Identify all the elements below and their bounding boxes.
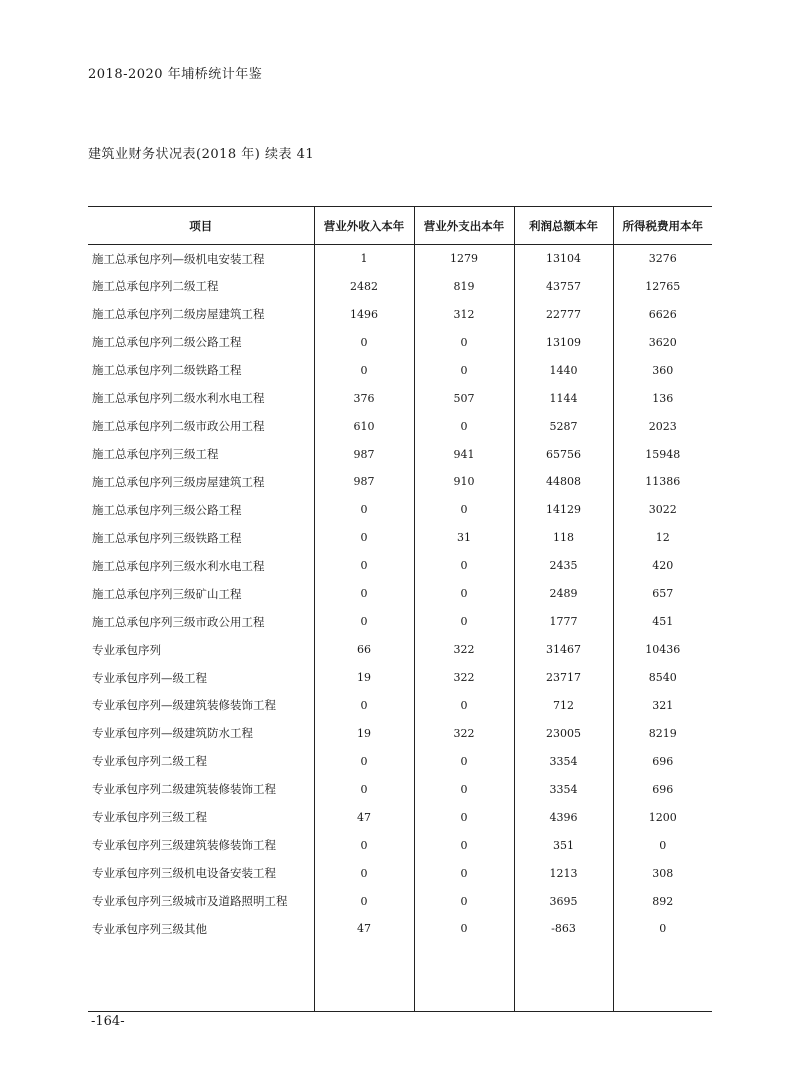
column-header-total-profit: 利润总额本年	[514, 207, 613, 245]
total-profit-cell: 65756	[514, 440, 613, 468]
table-row	[88, 692, 712, 720]
nonoperating-expense-cell: 0	[414, 747, 514, 775]
total-profit-cell: 351	[514, 831, 613, 859]
income-tax-cell: 12	[613, 524, 712, 552]
nonoperating-expense-cell: 0	[414, 552, 514, 580]
nonoperating-expense-cell: 0	[414, 580, 514, 608]
column-header-item: 项目	[88, 207, 314, 245]
row-item-label: 专业承包序列	[92, 642, 161, 657]
empty-cell	[613, 943, 712, 1012]
total-profit-cell: 31467	[514, 636, 613, 664]
nonoperating-expense-cell: 0	[414, 608, 514, 636]
row-item-label: 专业承包序列—级建筑防水工程	[92, 726, 253, 741]
nonoperating-income-cell: 987	[314, 440, 414, 468]
nonoperating-expense-cell: 0	[414, 356, 514, 384]
row-item-label: 施工总承包序列三级矿山工程	[92, 586, 242, 601]
page-number: -164-	[91, 1014, 125, 1029]
nonoperating-income-cell: 47	[314, 803, 414, 831]
total-profit-cell: 1777	[514, 608, 613, 636]
nonoperating-income-cell: 376	[314, 384, 414, 412]
nonoperating-expense-cell: 507	[414, 384, 514, 412]
table-row	[88, 245, 712, 273]
table-row	[88, 775, 712, 803]
income-tax-cell: 6626	[613, 300, 712, 328]
row-item-label: 专业承包序列三级建筑装修装饰工程	[92, 838, 276, 853]
income-tax-cell: 3022	[613, 496, 712, 524]
row-item-label: 专业承包序列二级建筑装修装饰工程	[92, 782, 276, 797]
nonoperating-expense-cell: 910	[414, 468, 514, 496]
total-profit-cell: 3354	[514, 747, 613, 775]
nonoperating-income-cell: 0	[314, 580, 414, 608]
row-item-label: 专业承包序列二级工程	[92, 754, 207, 769]
table-row	[88, 580, 712, 608]
row-item-label: 施工总承包序列三级公路工程	[92, 502, 242, 517]
income-tax-cell: 1200	[613, 803, 712, 831]
column-header-nonoperating-expense: 营业外支出本年	[414, 207, 514, 245]
total-profit-cell: 1144	[514, 384, 613, 412]
table-filler-row	[88, 943, 712, 1012]
nonoperating-income-cell: 0	[314, 496, 414, 524]
income-tax-cell: 8219	[613, 719, 712, 747]
total-profit-cell: 5287	[514, 412, 613, 440]
nonoperating-income-cell: 0	[314, 552, 414, 580]
table-body	[88, 245, 712, 1012]
row-item-label: 施工总承包序列二级房屋建筑工程	[92, 307, 265, 322]
empty-cell	[314, 943, 414, 1012]
total-profit-cell: 1440	[514, 356, 613, 384]
row-item-label: 施工总承包序列二级公路工程	[92, 335, 242, 350]
nonoperating-expense-cell: 0	[414, 496, 514, 524]
row-item-label: 施工总承包序列—级机电安装工程	[92, 251, 265, 266]
nonoperating-income-cell: 0	[314, 775, 414, 803]
income-tax-cell: 420	[613, 552, 712, 580]
total-profit-cell: -863	[514, 915, 613, 943]
nonoperating-expense-cell: 322	[414, 636, 514, 664]
table-row	[88, 300, 712, 328]
total-profit-cell: 118	[514, 524, 613, 552]
row-item-label: 专业承包序列—级建筑装修装饰工程	[92, 698, 276, 713]
income-tax-cell: 696	[613, 775, 712, 803]
nonoperating-expense-cell: 0	[414, 831, 514, 859]
income-tax-cell: 321	[613, 692, 712, 720]
table-row	[88, 272, 712, 300]
row-item-label: 施工总承包序列二级工程	[92, 279, 219, 294]
income-tax-cell: 308	[613, 859, 712, 887]
nonoperating-income-cell: 0	[314, 356, 414, 384]
row-item-label: 施工总承包序列三级市政公用工程	[92, 614, 265, 629]
total-profit-cell: 23005	[514, 719, 613, 747]
table-title: 建筑业财务状况表(2018 年) 续表 41	[88, 147, 315, 162]
total-profit-cell: 2489	[514, 580, 613, 608]
nonoperating-expense-cell: 0	[414, 859, 514, 887]
income-tax-cell: 2023	[613, 412, 712, 440]
row-item-label: 专业承包序列三级其他	[92, 921, 207, 936]
table-row	[88, 747, 712, 775]
empty-cell	[414, 943, 514, 1012]
nonoperating-expense-cell: 941	[414, 440, 514, 468]
income-tax-cell: 12765	[613, 272, 712, 300]
income-tax-cell: 8540	[613, 664, 712, 692]
income-tax-cell: 696	[613, 747, 712, 775]
nonoperating-income-cell: 1	[314, 245, 414, 273]
total-profit-cell: 1213	[514, 859, 613, 887]
row-item-label: 施工总承包序列二级市政公用工程	[92, 419, 265, 434]
empty-cell	[88, 943, 314, 1012]
table-row	[88, 552, 712, 580]
nonoperating-expense-cell: 322	[414, 719, 514, 747]
table-row	[88, 412, 712, 440]
nonoperating-income-cell: 0	[314, 831, 414, 859]
nonoperating-expense-cell: 0	[414, 775, 514, 803]
income-tax-cell: 360	[613, 356, 712, 384]
nonoperating-expense-cell: 31	[414, 524, 514, 552]
nonoperating-expense-cell: 0	[414, 887, 514, 915]
total-profit-cell: 712	[514, 692, 613, 720]
row-item-label: 专业承包序列三级机电设备安装工程	[92, 866, 276, 881]
total-profit-cell: 44808	[514, 468, 613, 496]
construction-finance-table	[88, 206, 712, 1012]
total-profit-cell: 3695	[514, 887, 613, 915]
nonoperating-income-cell: 66	[314, 636, 414, 664]
row-item-label: 施工总承包序列三级工程	[92, 447, 219, 462]
nonoperating-income-cell: 0	[314, 747, 414, 775]
income-tax-cell: 3276	[613, 245, 712, 273]
row-item-label: 施工总承包序列二级水利水电工程	[92, 391, 265, 406]
nonoperating-expense-cell: 0	[414, 915, 514, 943]
nonoperating-income-cell: 0	[314, 608, 414, 636]
total-profit-cell: 13109	[514, 328, 613, 356]
table-row	[88, 915, 712, 943]
table-row	[88, 887, 712, 915]
income-tax-cell: 657	[613, 580, 712, 608]
table-row	[88, 328, 712, 356]
total-profit-cell: 4396	[514, 803, 613, 831]
nonoperating-expense-cell: 0	[414, 692, 514, 720]
table-header-row	[88, 207, 712, 245]
table-row	[88, 356, 712, 384]
nonoperating-income-cell: 19	[314, 719, 414, 747]
nonoperating-expense-cell: 1279	[414, 245, 514, 273]
nonoperating-expense-cell: 322	[414, 664, 514, 692]
total-profit-cell: 14129	[514, 496, 613, 524]
row-item-label: 施工总承包序列三级水利水电工程	[92, 558, 265, 573]
table-row	[88, 636, 712, 664]
nonoperating-income-cell: 0	[314, 328, 414, 356]
nonoperating-expense-cell: 0	[414, 412, 514, 440]
table-row	[88, 524, 712, 552]
table-row	[88, 831, 712, 859]
nonoperating-income-cell: 0	[314, 524, 414, 552]
nonoperating-income-cell: 0	[314, 887, 414, 915]
finance-table-container	[88, 206, 712, 1012]
total-profit-cell: 43757	[514, 272, 613, 300]
table-row	[88, 719, 712, 747]
total-profit-cell: 2435	[514, 552, 613, 580]
nonoperating-income-cell: 0	[314, 859, 414, 887]
table-row	[88, 859, 712, 887]
nonoperating-income-cell: 19	[314, 664, 414, 692]
income-tax-cell: 0	[613, 831, 712, 859]
table-row	[88, 468, 712, 496]
table-row	[88, 384, 712, 412]
nonoperating-expense-cell: 0	[414, 803, 514, 831]
row-item-label: 施工总承包序列二级铁路工程	[92, 363, 242, 378]
income-tax-cell: 11386	[613, 468, 712, 496]
nonoperating-income-cell: 987	[314, 468, 414, 496]
table-row	[88, 608, 712, 636]
income-tax-cell: 136	[613, 384, 712, 412]
income-tax-cell: 15948	[613, 440, 712, 468]
row-item-label: 施工总承包序列三级铁路工程	[92, 530, 242, 545]
column-header-nonoperating-income: 营业外收入本年	[314, 207, 414, 245]
row-item-label: 专业承包序列三级城市及道路照明工程	[92, 894, 288, 909]
total-profit-cell: 13104	[514, 245, 613, 273]
total-profit-cell: 3354	[514, 775, 613, 803]
nonoperating-expense-cell: 312	[414, 300, 514, 328]
nonoperating-income-cell: 1496	[314, 300, 414, 328]
nonoperating-income-cell: 47	[314, 915, 414, 943]
row-item-label: 专业承包序列三级工程	[92, 810, 207, 825]
running-header: 2018-2020 年埔桥统计年鉴	[88, 67, 263, 82]
income-tax-cell: 0	[613, 915, 712, 943]
table-row	[88, 440, 712, 468]
row-item-label: 专业承包序列—级工程	[92, 670, 207, 685]
total-profit-cell: 23717	[514, 664, 613, 692]
nonoperating-income-cell: 610	[314, 412, 414, 440]
nonoperating-income-cell: 2482	[314, 272, 414, 300]
income-tax-cell: 10436	[613, 636, 712, 664]
nonoperating-expense-cell: 819	[414, 272, 514, 300]
income-tax-cell: 3620	[613, 328, 712, 356]
nonoperating-expense-cell: 0	[414, 328, 514, 356]
empty-cell	[514, 943, 613, 1012]
income-tax-cell: 451	[613, 608, 712, 636]
row-item-label: 施工总承包序列三级房屋建筑工程	[92, 474, 265, 489]
income-tax-cell: 892	[613, 887, 712, 915]
table-row	[88, 803, 712, 831]
table-row	[88, 496, 712, 524]
total-profit-cell: 22777	[514, 300, 613, 328]
table-row	[88, 664, 712, 692]
nonoperating-income-cell: 0	[314, 692, 414, 720]
column-header-income-tax: 所得税费用本年	[613, 207, 712, 245]
